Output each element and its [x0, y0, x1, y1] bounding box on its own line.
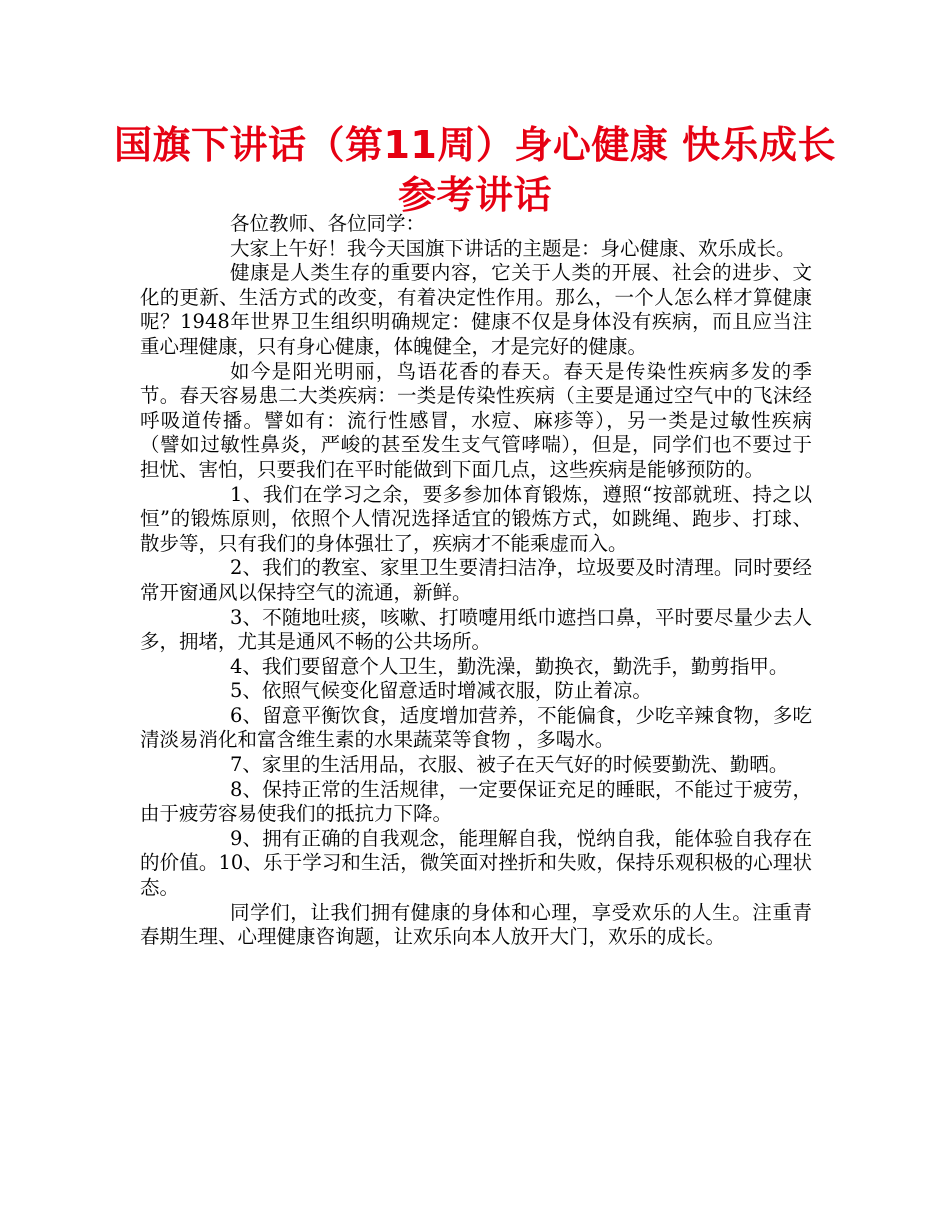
list-item-exercise: 1、我们在学习之余，要多参加体育锻炼，遵照“按部就班、持之以恒”的锻炼原则，依照个人情况选择适宜的锻炼方式，如跳绳、跑步、打球、散步等，只有我们的身体强壮了，疾病才不能乘虚而入。: [140, 482, 812, 555]
paragraph-greeting: 大家上午好！我今天国旗下讲话的主题是：身心健康、欢乐成长。: [230, 236, 796, 260]
paragraph-closing: 同学们，让我们拥有健康的身体和心理，享受欢乐的人生。注重青春期生理、心理健康咨询题，让欢乐向本人放开大门，欢乐的成长。: [140, 900, 812, 949]
list-item-routine: 8、保持正常的生活规律，一定要保证充足的睡眠，不能过于疲劳，由于疲劳容易使我们的抵抗力下降。: [140, 777, 812, 826]
salutation: 各位教师、各位同学：: [230, 212, 426, 235]
list-item-personal-hygiene: 4、我们要留意个人卫生，勤洗澡，勤换衣，勤洗手，勤剪指甲。: [230, 654, 789, 678]
list-item-household: 7、家里的生活用品，衣服、被子在天气好的时候要勤洗、勤晒。: [230, 753, 789, 777]
list-item-self-concept: 9、拥有正确的自我观念，能理解自我，悦纳自我，能体验自我存在的价值。10、乐于学习和生活，微笑面对挫折和失败，保持乐观积极的心理状态。: [140, 826, 812, 900]
page-title: 国旗下讲话（第11周）身心健康 快乐成长参考讲话: [113, 123, 837, 217]
speech-body: [140, 212, 812, 950]
paragraph-spring-diseases: 如今是阳光明丽，鸟语花香的春天。春天是传染性疾病多发的季节。春天容易患二大类疾病：一类是传染性疾病（主要是通过空气中的飞沫经呼吸道传播。譬如有：流行性感冒，水痘、麻疹等），另一类是过敏性疾病（譬如过敏性鼻炎，严峻的甚至发生支气管哮喘），但是，同学们也不要过于担忧、害怕，只要我们在平时能做到下面几点，这些疾病是能够预防的。: [140, 359, 812, 481]
list-item-clothing: 5、依照气候变化留意适时增减衣服，防止着凉。: [230, 679, 652, 703]
list-item-cleaning: 2、我们的教室、家里卫生要清扫洁净，垃圾要及时清理。同时要经常开窗通风以保持空气的流通，新鲜。: [140, 556, 812, 604]
paragraph-health-definition: 健康是人类生存的重要内容，它关于人类的开展、社会的进步、文化的更新、生活方式的改变，有着决定性作用。那么，一个人怎么样才算健康呢？1948年世界卫生组织明确规定：健康不仅是身体没有疾病，而且应当注重心理健康，只有身心健康，体魄健全，才是完好的健康。: [140, 261, 812, 358]
list-item-hygiene-public: 3、不随地吐痰，咳嗽、打喷嚏用纸巾遮挡口鼻，平时要尽量少去人多，拥堵，尤其是通风不畅的公共场所。: [140, 605, 812, 654]
list-item-diet: 6、留意平衡饮食，适度增加营养，不能偏食，少吃辛辣食物，多吃清淡易消化和富含维生素的水果蔬菜等食物 ，多喝水。: [140, 703, 812, 752]
